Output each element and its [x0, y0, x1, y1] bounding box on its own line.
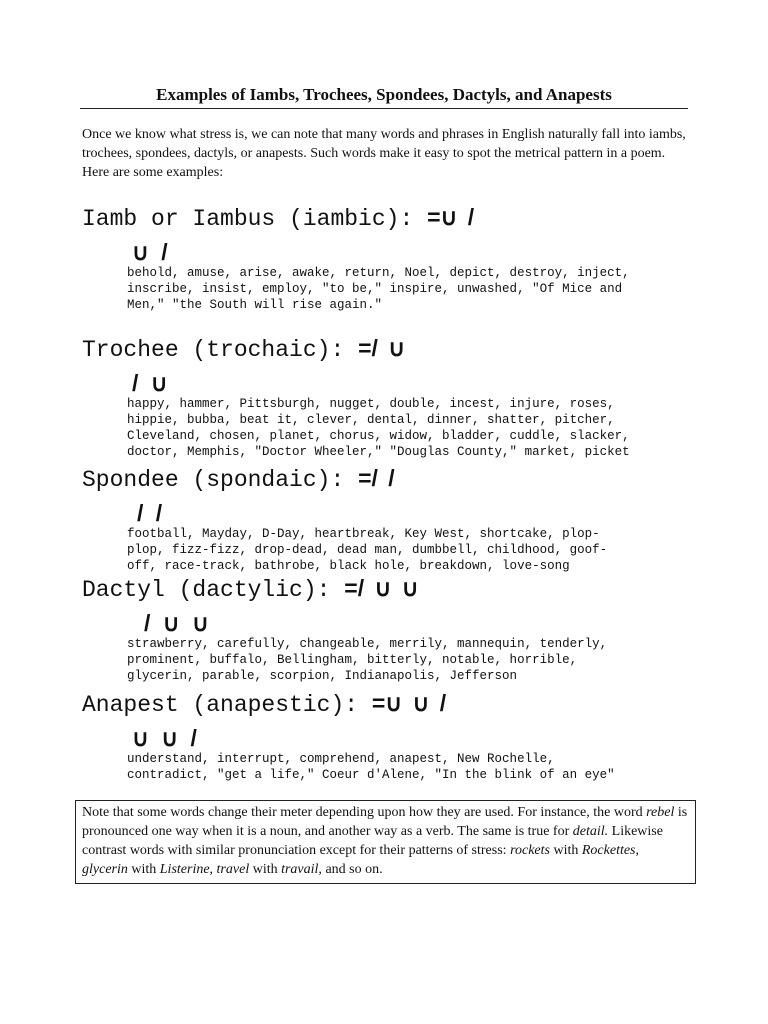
heading-label: Iamb or Iambus (iambic): [82, 206, 414, 232]
stress-pattern: / ∪ [132, 370, 171, 396]
note-italic-word: Rockettes [581, 843, 636, 858]
stress-pattern: ∪ / [132, 239, 171, 265]
example-words: strawberry, carefully, changeable, merrily, mannequin, tenderly, prominent, buffalo, Bellingham, bitterly, notable, horrible, glycerin, parable, scorpion, Indianapolis, Jefferson [127, 637, 608, 683]
section-trochee [82, 334, 702, 460]
heading-equals: = [371, 690, 386, 716]
section-iamb [82, 203, 702, 313]
heading-equals: = [344, 575, 358, 601]
note-italic-word: rockets [510, 843, 550, 858]
heading-pattern: / / [371, 465, 397, 491]
section-spondee [82, 464, 702, 574]
note-italic-word: travail, [281, 862, 322, 877]
section-heading [82, 464, 702, 494]
heading-label: Anapest (anapestic): [82, 692, 359, 718]
heading-label: Spondee (spondaic): [82, 467, 345, 493]
note-italic-word: glycerin [82, 862, 128, 877]
note-italic-word: Listerine [159, 862, 210, 877]
note-italic-word: rebel [646, 805, 675, 820]
note-box [75, 800, 696, 884]
section-anapest [82, 689, 702, 783]
note-text: with [249, 862, 282, 877]
stress-pattern: ∪ ∪ / [132, 725, 200, 751]
note-text: Likewise contrast words with similar pronunciation except for their patterns of stress: [82, 824, 663, 858]
note-text: and so on. [321, 862, 383, 877]
stress-pattern: / / [137, 500, 166, 526]
heading-pattern: / ∪ [371, 335, 408, 361]
note-text: Note that some words change their meter depending upon how they are used. For instance, the word [82, 805, 647, 820]
heading-equals: = [358, 465, 372, 491]
section-heading [82, 203, 702, 233]
example-words: understand, interrupt, comprehend, anapest, New Rochelle, contradict, "get a life," Coeur d'Alene, "In the blink of an eye" [127, 752, 615, 782]
heading-pattern: / ∪ ∪ [357, 575, 421, 601]
heading-equals: = [427, 204, 441, 230]
example-words: happy, hammer, Pittsburgh, nugget, double, incest, injure, roses, hippie, bubba, beat it, clever, dental, dinner, shatter, pitcher, Cleveland, chosen, planet, chorus, widow, bladder, cuddle, slacker, doctor, Memphis, "Doctor Wheeler," "Douglas County," market, picket [127, 397, 630, 459]
note-text: , [635, 843, 640, 858]
section-heading [82, 574, 702, 604]
intro-paragraph: Once we know what stress is, we can note that many words and phrases in English naturally fall into iambs, trochees, spondees, dactyls, or anapests. Such words make it easy to spot the metrical pattern in a poem. Here are some examples: [82, 127, 686, 180]
example-words: football, Mayday, D-Day, heartbreak, Key West, shortcake, plop- plop, fizz-fizz, drop-dead, dead man, dumbbell, childhood, goof- off, race-track, bathrobe, black hole, breakdown, love-song [127, 527, 608, 573]
note-text: , [209, 862, 217, 877]
heading-pattern: ∪ / [440, 204, 477, 230]
note-italic-word: travel [216, 862, 250, 877]
page-title: Examples of Iambs, Trochees, Spondees, Dactyls, and Anapests [80, 84, 688, 109]
heading-label: Dactyl (dactylic): [82, 577, 331, 603]
section-heading [82, 689, 702, 719]
note-text: with [549, 843, 582, 858]
stress-pattern: / ∪ ∪ [144, 610, 212, 636]
section-dactyl [82, 574, 702, 684]
heading-equals: = [358, 335, 372, 361]
note-text: with [127, 862, 160, 877]
note-italic-word: detail. [572, 824, 609, 839]
heading-pattern: ∪ ∪ / [385, 690, 449, 716]
heading-label: Trochee (trochaic): [82, 337, 345, 363]
note-text: is pronounced one way when it is a noun, and another way as a verb. The same is true for [82, 805, 688, 839]
example-words: behold, amuse, arise, awake, return, Noel, depict, destroy, inject, inscribe, insist, employ, "to be," inspire, unwashed, "Of Mice and Men," "the South will rise again." [127, 266, 630, 312]
section-heading [82, 334, 702, 364]
